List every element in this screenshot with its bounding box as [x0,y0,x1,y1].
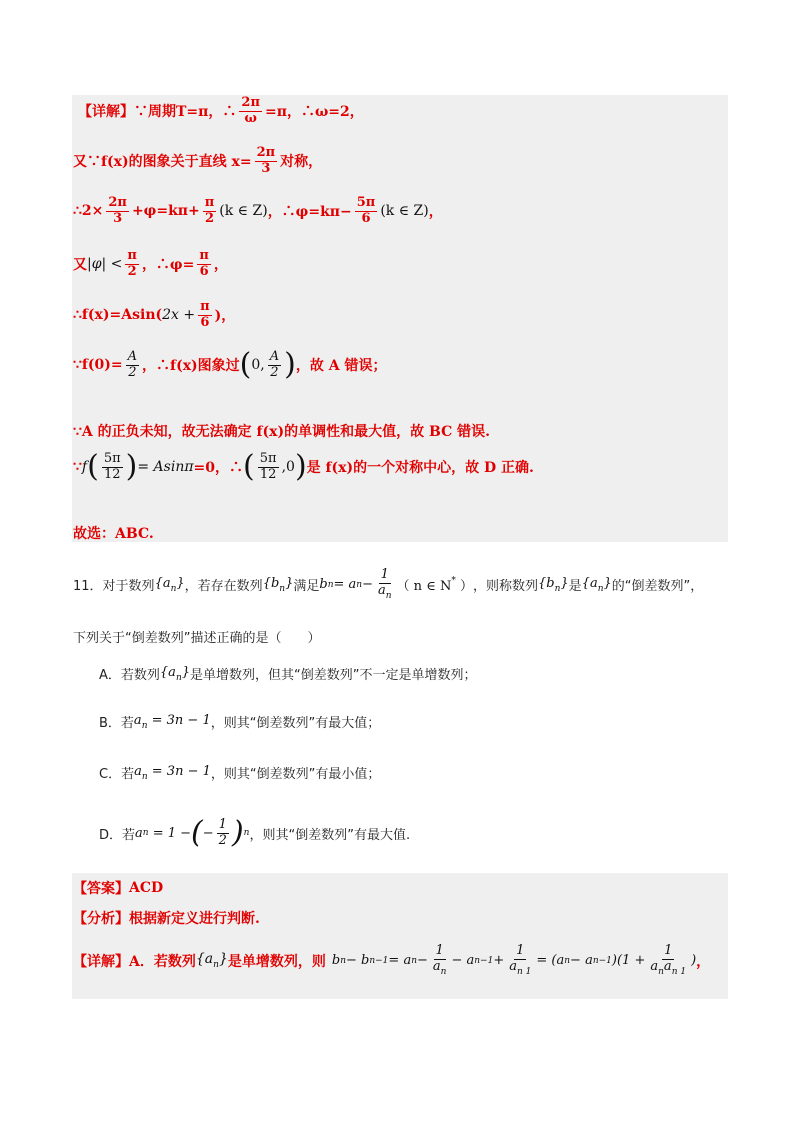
brace: } [560,575,569,591]
subscript: n [597,583,604,594]
text: 是 [568,579,582,595]
symbol: − a [570,953,593,969]
brace: } [285,575,294,591]
text: ∵周期T=π，∴ [134,104,237,121]
symbol: ) [691,953,697,969]
numerator: A [269,349,280,364]
subscript: n [340,955,346,966]
sequence-b [263,576,294,594]
subscript: n [170,583,177,594]
right-paren: ) [231,815,244,851]
numerator: 5π [259,451,277,466]
symbol: = a [388,953,412,969]
text: ，若存在数列 [184,579,263,595]
operator: − [202,825,214,841]
seq-symbol: {a [159,664,176,680]
subscript: n [356,579,363,590]
detail-line-3 [73,196,443,227]
text: 对称， [280,154,323,171]
detail-line-9: 故选：ABC. [73,526,154,542]
subscript: n [440,966,447,977]
option-a [99,664,477,683]
fraction [126,350,139,381]
difference-formula [332,944,696,977]
subscript: n−1 [592,955,612,966]
right-paren: ) [125,449,138,485]
denominator: ω [244,110,257,126]
expression: = 3n − 1 [151,763,211,779]
text: 又∵f(x)的图象关于直线 x= [73,154,252,171]
numerator: π [127,248,137,263]
numerator: A [127,349,138,364]
text: 又 [73,257,87,274]
condition: (k ∈ Z) [380,203,429,220]
denominator: 2 [205,210,215,226]
expression: = 3n − 1 [151,712,211,728]
sequence-a [196,951,228,970]
denominator: 2 [218,832,227,848]
numerator: 5π [103,451,121,466]
brace: } [176,575,185,591]
point-y: ,0 [281,459,295,476]
superscript: n [243,828,250,839]
symbol: − b [345,953,370,969]
text: 是单增数列，但其“倒差数列”不一定是单增数列； [190,668,477,683]
question-11-line-2: 下列关于“倒差数列”描述正确的是（ ） [73,631,321,646]
condition [397,575,473,594]
symbol: )(1 + [611,953,646,969]
denominator: 6 [199,263,209,279]
denominator: 3 [261,160,271,176]
text: ，则称数列 [472,579,538,595]
denominator [376,584,394,601]
text: =0，∴ [193,460,244,477]
abs-phi: |φ| < [87,256,123,273]
subscript: n [279,583,286,594]
text: B．若 [99,716,134,731]
fraction [102,452,123,483]
expression: = 1 − [152,825,192,841]
option-d [99,815,411,851]
text: =π，∴ω=2， [264,104,364,121]
detail-line-2 [73,146,322,177]
numerator: π [199,248,209,263]
text: ，则其“倒差数列”有最大值. [249,827,411,843]
answer-label: 【答案】 [73,881,129,897]
sequence-a [160,665,190,683]
symbol: = (a [536,953,565,969]
numerator: 1 [664,943,673,958]
subscript: n [658,966,664,977]
analysis-label: 【分析】 [73,911,129,927]
text: ） [455,579,473,595]
denominator [648,960,688,977]
detail-label: 【详解】 [73,953,129,970]
numerator: π [200,299,210,314]
text: A．若数列 [129,953,196,970]
subscript: n [142,828,149,839]
detail-line-1 [78,96,364,127]
option-b [99,712,380,731]
fraction [217,818,229,849]
text: 满足 [293,579,320,595]
brace: } [181,664,191,680]
text: ，∴f(x)图象过 [142,358,240,375]
point-x: 0, [251,357,265,374]
fraction [106,196,129,227]
fraction [258,452,279,483]
subscript: n [141,771,148,782]
numerator: π [204,195,215,210]
seq-symbol: {a [581,575,598,591]
numerator: 2π [256,145,276,160]
condition: (k ∈ Z) [219,203,268,220]
text: ， [428,204,443,221]
numerator: 1 [218,817,227,832]
subscript: n [213,960,219,971]
subscript: n [554,583,561,594]
numerator: 1 [380,567,389,582]
symbol: a [509,958,517,974]
subscript: n 1 [671,966,687,977]
right-paren: ) [294,449,307,485]
symbol: a [663,958,672,974]
symbol: a [377,582,386,598]
operator: − [417,953,428,969]
seq-symbol: {b [262,575,280,591]
denominator: 3 [113,210,123,226]
text: ，故 A 错误； [295,358,387,375]
fraction [355,196,378,227]
denominator: 2 [270,364,279,380]
text: +φ=kπ+ [131,203,200,220]
text: ，∴φ= [141,257,195,274]
seq-symbol: {a [154,575,171,591]
subscript: n [385,590,392,601]
left-paren: ( [243,449,255,485]
denominator: 6 [361,210,371,226]
subscript: n [564,955,571,966]
answer-line [73,878,163,898]
denominator [507,960,533,977]
denominator: 12 [103,466,121,482]
symbol: = a [333,577,357,593]
subscript: n [411,955,417,966]
denominator: 2 [128,364,137,380]
text: ∴f(x)=Asin( [73,307,163,324]
subscript: n [327,579,334,590]
subscript: n [175,672,182,683]
text: ，则其“倒差数列”有最大值； [210,716,381,731]
numerator: 5π [356,195,376,210]
subscript: n [141,720,148,731]
fraction [268,350,281,381]
seq-symbol: {b [537,575,555,591]
subscript: n−1 [369,955,389,966]
left-paren: ( [87,449,99,485]
numerator: 1 [435,943,444,958]
detail-line-6 [73,347,387,383]
formula: a n = 1 − ( − $\frac{1}{2}$ ) n [135,815,250,851]
symbol: a [432,958,441,974]
text: ∵ [73,459,82,476]
left-paren: ( [191,815,203,851]
detail-a-line [73,944,710,977]
denominator: 12 [259,466,277,482]
formula: $a_n = 3n - 1$ [134,763,211,782]
text: 的“倒差数列”， [611,579,704,595]
detail-line-7: ∵A 的正负未知，故无法确定 f(x)的单调性和最大值，故 BC 错误. [73,424,490,440]
detail-line-5 [73,300,235,331]
operator: + [493,953,505,969]
left-paren: ( [239,347,252,383]
fraction [198,300,212,331]
text: 是单增数列，则 [227,953,326,970]
text: )， [214,308,236,325]
brace: } [218,951,228,968]
brace: } [603,575,612,591]
fraction [648,944,688,977]
fraction [255,146,278,177]
text: D．若 [99,827,136,843]
fraction [125,249,139,280]
fraction [376,568,394,601]
superscript: * [451,576,456,587]
detail-line-8 [73,449,534,485]
analysis-line [73,908,260,928]
question-number: 11． [73,579,103,595]
subscript: n−1 [474,955,494,966]
text: ∵f(0)= [73,357,123,374]
text: （ n ∈ N [396,579,452,595]
definition-formula [319,568,396,601]
expression: 2x + [162,307,196,324]
text: ∴2× [73,203,104,220]
detail-label: 【详解】 [78,104,134,121]
answer-background [72,873,728,999]
operator: − [362,577,373,593]
subscript: n 1 [517,966,532,977]
sequence-a [582,576,612,594]
function-f: f [81,459,88,476]
fraction [203,196,217,227]
denominator: 2 [127,263,137,279]
fraction [431,944,449,977]
symbol: b [319,577,328,593]
text: 对于数列 [102,579,155,595]
option-c [99,763,380,782]
question-11-line-1 [73,568,703,601]
fraction [239,96,262,127]
symbol: a [650,958,659,974]
analysis-text: 根据新定义进行判断. [129,911,260,927]
text: ， [696,953,711,970]
right-paren: ) [284,347,296,383]
sequence-a [155,576,185,594]
text: 是 f(x)的一个对称中心，故 D 正确. [306,460,534,477]
numerator: 1 [516,943,525,958]
symbol: b [331,953,341,969]
text: C．若 [99,767,135,782]
expression: = Asinπ [137,459,194,476]
answer-value: ACD [129,880,164,896]
text: ，∴φ=kπ− [267,204,352,221]
numerator: 2π [108,195,127,210]
text: ，则其“倒差数列”有最小值； [210,767,381,782]
fraction [507,944,533,977]
sequence-b [538,576,569,594]
formula: $a_n = 3n - 1$ [133,712,211,731]
detail-line-4 [73,249,228,280]
denominator: 6 [200,314,210,330]
denominator [431,960,449,977]
text: ， [213,257,228,274]
symbol: − a [451,953,475,969]
fraction [197,249,211,280]
seq-symbol: {a [195,951,214,968]
text: A．若数列 [99,668,160,683]
numerator: 2π [241,95,260,110]
